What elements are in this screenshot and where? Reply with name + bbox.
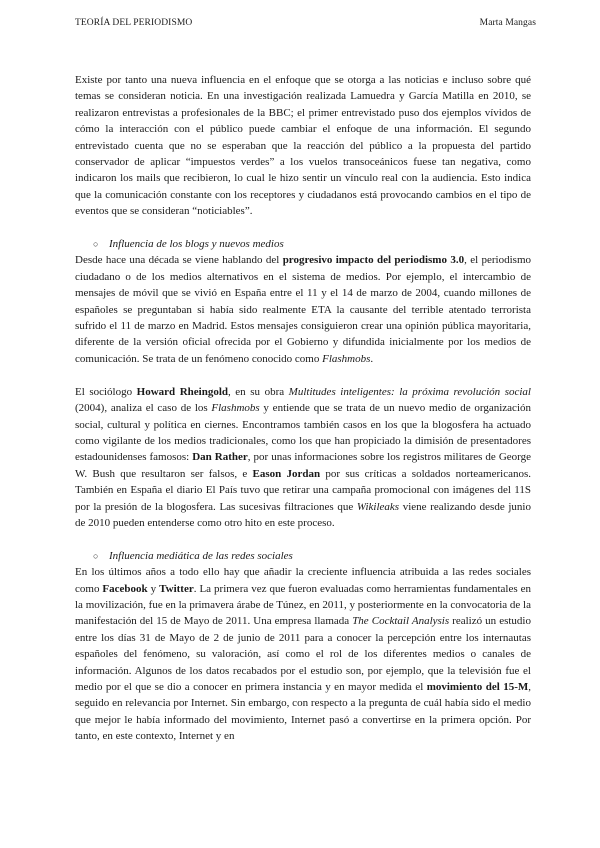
section-title: Influencia mediática de las redes sociales (109, 549, 293, 562)
section-heading-redes (75, 548, 531, 564)
italic-title: Multitudes inteligentes: la próxima revolución social (288, 385, 531, 398)
section-heading-blogs (75, 236, 531, 252)
spacer (75, 367, 531, 383)
bold-term: progresivo impacto del periodismo 3.0 (282, 254, 465, 267)
section-title: Influencia de los blogs y nuevos medios (109, 238, 284, 251)
bold-term: Facebook (102, 582, 148, 595)
bold-name: Eason Jordan (252, 467, 321, 480)
spacer (75, 220, 531, 236)
document-body (75, 72, 531, 745)
bold-name: Howard Rheingold (136, 385, 228, 398)
header-course-title: TEORÍA DEL PERIODISMO (75, 18, 193, 28)
circle-bullet-icon: ○ (93, 239, 99, 250)
page-header (75, 18, 536, 28)
italic-term: The Cocktail Analysis (352, 615, 450, 628)
circle-bullet-icon: ○ (93, 550, 99, 561)
spacer (75, 531, 531, 547)
header-author: Marta Mangas (479, 18, 536, 28)
paragraph-rheingold: El sociólogo Howard Rheingold, en su obra Multitudes inteligentes: la próxima revolución social (2004), analiza el caso de los Flashmobs y entiende que se trata de un nuevo medio de organización social, cultural y política en ciernes. Encontramos también casos en los que la blogosfera ha actuado como vigilante de los medios tradicionales, como los que han propiciado la dimisión de presentadores estadounidenses famosos: Dan Rather, por unas informaciones sobre los registros militares de George W. Bush que resultaron ser falsos, e Eason Jordan por sus críticas a soldados norteamericanos. También en España el diario El País tuvo que retirar una campaña promocional con imágenes del 11S por la presión de la blogosfera. Las sucesivas filtraciones que Wikileaks viene realizando desde junio de 2010 pueden entenderse como otro hito en este proceso. (75, 385, 531, 529)
bold-term: movimiento del 15-M (426, 680, 529, 693)
bold-term: Twitter (159, 582, 194, 595)
paragraph-redes-sociales: En los últimos años a todo ello hay que añadir la creciente influencia atribuida a las redes sociales como Facebook y Twitter. La primera vez que fueron evaluadas como herramientas fundamentales en la movilización, fue en la primavera árabe de Túnez, en 2011, y posteriormente en la convocatoria de la manifestación del 15 de Mayo de 2011. Una empresa llamada The Cocktail Analysis realizó un estudio entre los días 31 de Mayo de 2 de junio de 2011 para a conocer la percepción entre los internautas españoles del fenómeno, su valoración, así como el rol de los diferentes medios o canales de información. Algunos de los datos recabados por el estudio son, por ejemplo, que la televisión fue el medio por el que se dio a conocer en primera instancia y en mayor medida el movimiento del 15-M, seguido en relevancia por Internet. Sin embargo, con respecto a la pregunta de cuál había sido el medio que mejor le había informado del movimiento, Internet pasó a convertirse en la primera opción. Por tanto, en este contexto, Internet y en (75, 566, 532, 743)
paragraph-intro: Existe por tanto una nueva influencia en el enfoque que se otorga a las noticias e incluso sobre qué temas se consideran noticia. En una investigación realizada Lamuedra y García Matilla en 2010, se realizaron entrevistas a profesionales de la BBC; el primer entrevistado puso dos ejemplos vívidos de cómo la interacción con el público puede cambiar el enfoque de una información. El segundo entrevistado cuenta que no se esperaban que la reacción del público a la propuesta del partido conservador de aplicar “impuestos verdes” a los vuelos transoceánicos fuese tan negativa, como indicaron los mails que recibieron, lo cual le hizo sentir un vínculo real con la audiencia. Esto indica que la comunicación constante con los receptores y ciudadanos está provocando cambios en el tipo de eventos que se consideran “noticiables”. (75, 74, 531, 218)
italic-term: Flashmobs (211, 402, 260, 415)
paragraph-periodismo-3: Desde hace una década se viene hablando del progresivo impacto del periodismo 3.0, el periodismo ciudadano o de los medios alternativos en el sistema de medios. Por ejemplo, el intercambio de mensajes de móvil que se vivió en España entre el 11 y el 14 de marzo de 2004, cuando millones de españoles se preguntaban si había sido realmente ETA la causante del terrible atentado terrorista sufrido el 11 de marzo en Madrid. Estos mensajes consiguieron crear una opinión pública mayoritaria, diferente de la versión oficial ofrecida por el Gobierno y difundida inicialmente por los medios de comunicación. Se trata de un fenómeno conocido como Flashmobs. (75, 254, 532, 365)
bold-name: Dan Rather (192, 451, 248, 464)
italic-term: Flashmobs (322, 352, 371, 365)
italic-term: Wikileaks (356, 500, 400, 513)
